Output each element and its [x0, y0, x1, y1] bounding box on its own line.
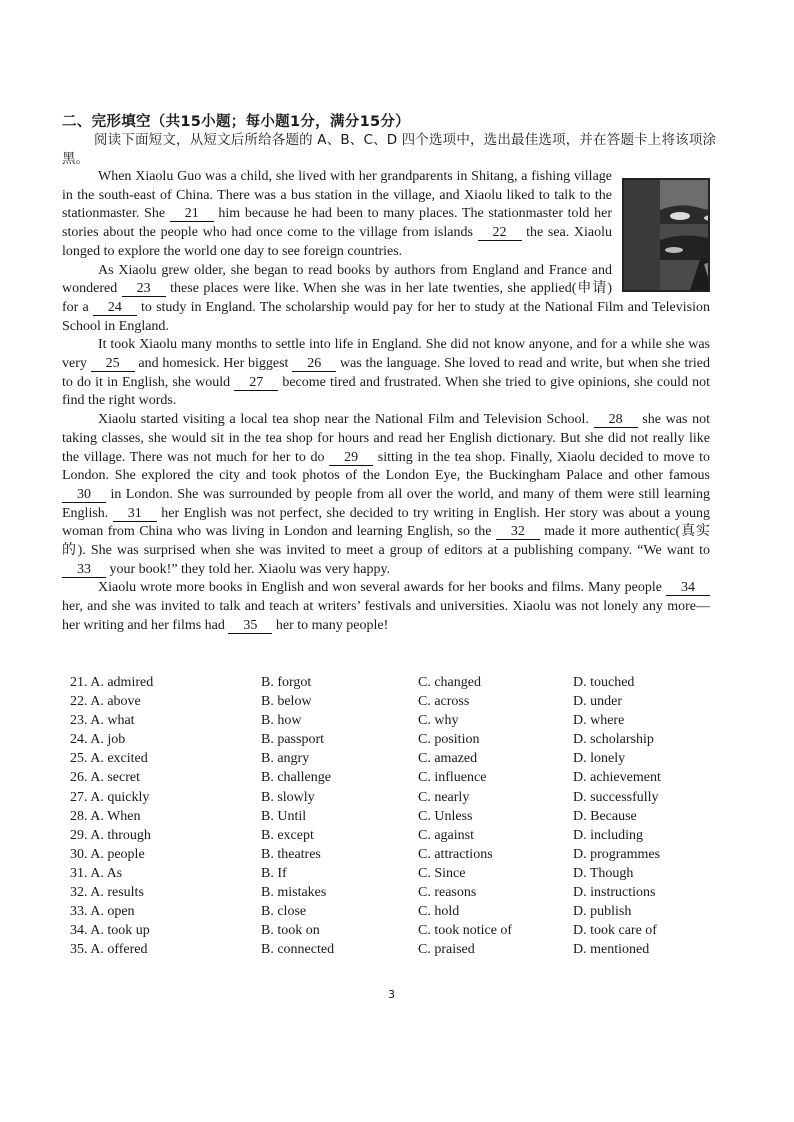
option-row — [70, 921, 720, 940]
option-25-B: B. angry — [261, 751, 310, 767]
option-25-A: 25. A. excited — [70, 751, 148, 767]
passage-text: It took Xiaolu many months to settle into life in England. She did not know anyone, and for a while she was very — [62, 337, 710, 372]
option-24-A: 24. A. job — [70, 732, 126, 748]
option-27-C: C. nearly — [418, 789, 470, 805]
option-30-C: C. attractions — [418, 846, 493, 862]
option-28-D: D. Because — [573, 808, 637, 824]
option-row — [70, 692, 720, 711]
option-23-B: B. how — [261, 713, 302, 729]
passage-text: was the language. She loved to read and write, but when she tried to do it in English, she would — [62, 356, 710, 390]
option-30-A: 30. A. people — [70, 846, 145, 862]
page-number: 3 — [388, 988, 395, 1001]
passage-text: your book!” they told her. Xiaolu was very happy. — [106, 561, 391, 577]
option-28-C: C. Unless — [418, 808, 473, 824]
option-row — [70, 826, 720, 845]
passage-text: her English was not perfect, she decided to try writing in English. Her story was about a young woman from China who was living in London and learning English, so the — [62, 505, 710, 540]
option-22-A: 22. A. above — [70, 694, 141, 710]
option-32-D: D. instructions — [573, 885, 656, 901]
passage-text: When Xiaolu Guo was a child, she lived with her grandparents in Shitang, a fishing village in the south-east of China. There was a bus station in the village, and Xiaolu liked to talk to the stationmaster. She — [62, 169, 612, 222]
passage-text: made it more authentic(真实的). She was surprised when she was invited to meet a group of editors at a publishing company. “We want to — [62, 524, 710, 559]
blank-21: 21 — [170, 207, 214, 222]
option-31-C: C. Since — [418, 865, 466, 881]
option-32-A: 32. A. results — [70, 885, 144, 901]
option-row — [70, 940, 720, 959]
option-33-C: C. hold — [418, 904, 460, 920]
option-26-C: C. influence — [418, 770, 487, 786]
passage-text: her to many people! — [272, 617, 389, 633]
option-22-D: D. under — [573, 694, 622, 710]
option-row — [70, 883, 720, 902]
blank-35: 35 — [228, 619, 272, 634]
blank-29: 29 — [329, 451, 373, 466]
option-30-D: D. programmes — [573, 846, 661, 862]
option-34-A: 34. A. took up — [70, 923, 150, 939]
option-35-D: D. mentioned — [573, 942, 650, 958]
passage-text: in London. She was surrounded by people from all over the world, and many of them were still learning English. — [62, 486, 710, 521]
option-22-C: C. across — [418, 694, 470, 710]
option-row — [70, 730, 720, 749]
option-row — [70, 845, 720, 864]
option-29-A: 29. A. through — [70, 827, 151, 843]
option-row — [70, 864, 720, 883]
option-row — [70, 807, 720, 826]
option-35-C: C. praised — [418, 942, 475, 958]
option-row — [70, 749, 720, 768]
option-32-B: B. mistakes — [261, 885, 327, 901]
option-21-C: C. changed — [418, 675, 481, 690]
passage-text: Xiaolu wrote more books in English and won several awards for her books and films. Many people — [98, 580, 666, 596]
option-27-D: D. successfully — [573, 789, 659, 805]
paragraph-2 — [62, 262, 710, 337]
option-row — [70, 768, 720, 787]
option-34-B: B. took on — [261, 923, 320, 939]
option-33-A: 33. A. open — [70, 904, 135, 920]
blank-27: 27 — [234, 376, 278, 391]
option-row — [70, 788, 720, 807]
blank-26: 26 — [292, 357, 336, 372]
option-23-A: 23. A. what — [70, 713, 135, 729]
paragraph-1 — [62, 168, 710, 262]
cloze-passage — [62, 168, 710, 636]
blank-28: 28 — [594, 413, 638, 428]
answer-options — [70, 673, 720, 959]
option-27-B: B. slowly — [261, 789, 315, 805]
option-row — [70, 902, 720, 921]
blank-24: 24 — [93, 301, 137, 316]
option-28-A: 28. A. When — [70, 808, 141, 824]
passage-text: and homesick. Her biggest — [134, 356, 293, 372]
passage-text: the sea. Xiaolu longed to explore the world one day to see foreign countries. — [62, 225, 612, 259]
option-21-A: 21. A. admired — [70, 675, 154, 690]
option-26-A: 26. A. secret — [70, 770, 140, 786]
section-title: 二、完形填空（共15小题；每小题1分，满分15分） — [62, 114, 410, 130]
option-26-D: D. achievement — [573, 770, 661, 786]
option-row — [70, 673, 720, 692]
option-28-B: B. Until — [261, 808, 307, 824]
option-32-C: C. reasons — [418, 885, 477, 901]
blank-33: 33 — [62, 563, 106, 578]
option-29-D: D. including — [573, 827, 643, 843]
option-24-C: C. position — [418, 732, 480, 748]
option-24-D: D. scholarship — [573, 732, 654, 748]
passage-text: become tired and frustrated. When she tried to give opinions, she could not find the right words. — [62, 374, 710, 409]
option-30-B: B. theatres — [261, 846, 321, 862]
option-27-A: 27. A. quickly — [70, 789, 150, 805]
option-22-B: B. below — [261, 694, 312, 710]
passage-text: As Xiaolu grew older, she began to read books by authors from England and France and wondered — [62, 262, 612, 297]
passage-text: she was not taking classes, she would sit in the tea shop for hours and read her English dictionary. But she did not really like the village. There was not much for her to do — [62, 412, 710, 465]
blank-23: 23 — [122, 282, 166, 297]
passage-text: to study in England. The scholarship would pay for her to study at the National Film and Television School in England. — [62, 299, 710, 334]
option-26-B: B. challenge — [261, 770, 331, 786]
option-21-B: B. forgot — [261, 675, 312, 690]
passage-text: her, and she was invited to talk and teach at writers’ festivals and universities. Xiaolu was not lonely any more—her writing and her films had — [62, 599, 710, 633]
blank-25: 25 — [91, 357, 135, 372]
option-35-B: B. connected — [261, 942, 335, 958]
blank-31: 31 — [113, 507, 157, 522]
paragraph-5 — [62, 579, 710, 635]
passage-text: him because he had been to many places. The stationmaster told her stories about the people who had once come to the village from islands — [62, 206, 612, 241]
option-25-D: D. lonely — [573, 751, 626, 767]
instructions: 阅读下面短文，从短文后所给各题的 A、B、C、D 四个选项中，选出最佳选项，并在答题卡上将该项涂黑。 — [62, 132, 716, 167]
option-23-D: D. where — [573, 713, 625, 729]
option-31-B: B. If — [261, 865, 287, 881]
passage-text: these places were like. When she was in her late twenties, she applied(申请) for a — [62, 281, 612, 315]
option-29-B: B. except — [261, 827, 314, 843]
option-row — [70, 711, 720, 730]
option-34-D: D. took care of — [573, 923, 657, 939]
blank-32: 32 — [496, 525, 540, 540]
option-29-C: C. against — [418, 827, 474, 843]
photo-image — [660, 180, 710, 290]
option-31-A: 31. A. As — [70, 865, 123, 881]
option-31-D: D. Though — [573, 865, 634, 881]
option-34-C: C. took notice of — [418, 923, 513, 939]
option-24-B: B. passport — [261, 732, 324, 748]
blank-34: 34 — [666, 581, 710, 596]
blank-22: 22 — [478, 226, 522, 241]
passage-text: Xiaolu started visiting a local tea shop near the National Film and Television School. — [98, 412, 594, 428]
option-21-D: D. touched — [573, 675, 635, 690]
option-35-A: 35. A. offered — [70, 942, 148, 958]
blank-30: 30 — [62, 488, 106, 503]
paragraph-4 — [62, 411, 710, 579]
bus-station-photo-icon — [622, 178, 710, 292]
paragraph-3 — [62, 336, 710, 411]
option-33-D: D. publish — [573, 904, 632, 920]
passage-text: sitting in the tea shop. Finally, Xiaolu decided to move to London. She explored the city and took photos of the London Eye, the Buckingham Palace and other famous — [62, 449, 710, 484]
option-25-C: C. amazed — [418, 751, 478, 767]
option-33-B: B. close — [261, 904, 307, 920]
option-23-C: C. why — [418, 713, 459, 729]
